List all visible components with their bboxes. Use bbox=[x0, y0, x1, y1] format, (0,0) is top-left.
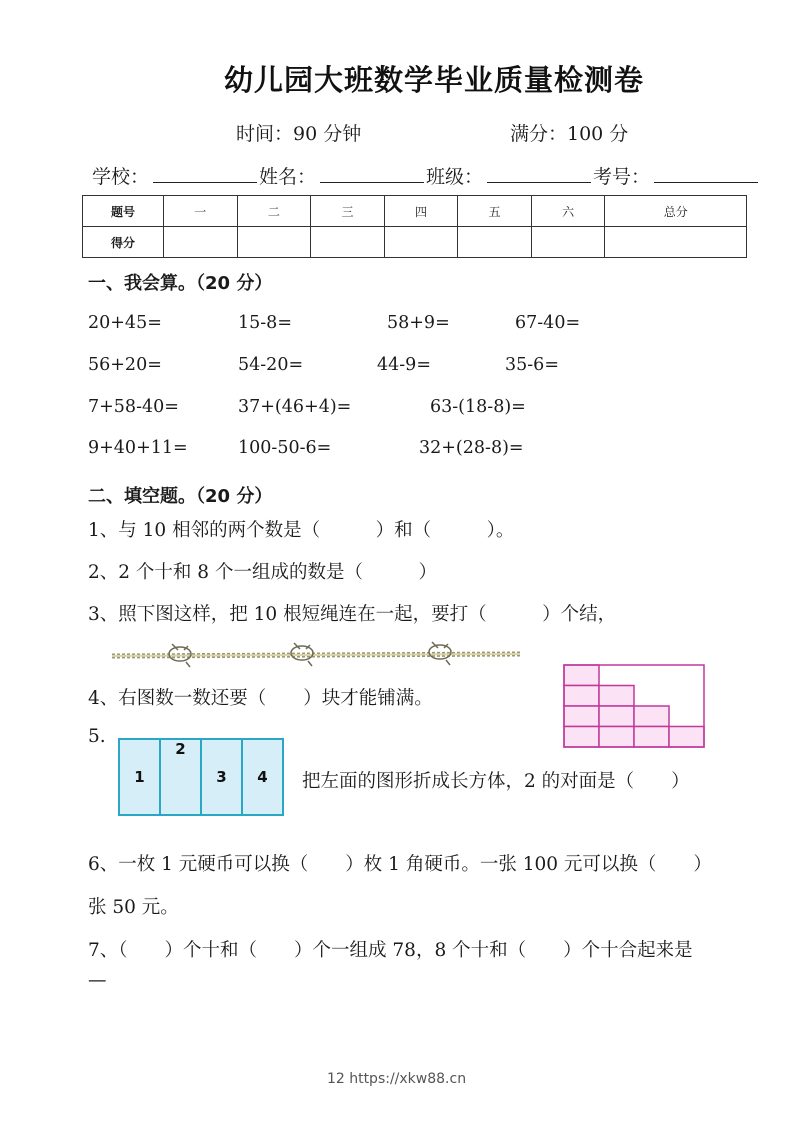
section-2-heading: 二、填空题。（20 分） bbox=[88, 486, 273, 507]
score-cell[interactable] bbox=[237, 227, 311, 258]
net-face: 3 bbox=[202, 740, 243, 814]
exam-number-blank[interactable] bbox=[654, 164, 758, 183]
header-cell: 题号 bbox=[83, 196, 164, 227]
school-label: 学校： bbox=[92, 166, 150, 188]
calc-problem: 32+(28-8)= bbox=[419, 438, 524, 458]
page-title: 幼儿园大班数学毕业质量检测卷 bbox=[223, 63, 644, 97]
staircase-tile-grid bbox=[563, 664, 705, 748]
question-2: 2、2 个十和 8 个一组成的数是（ ） bbox=[88, 562, 437, 583]
score-cell[interactable] bbox=[531, 227, 605, 258]
page-footer: 12 https://xkw88.cn bbox=[326, 1071, 467, 1087]
net-face: 1 bbox=[120, 740, 161, 814]
school-blank[interactable] bbox=[153, 164, 257, 183]
calc-problem: 35-6= bbox=[505, 355, 559, 375]
rope-knots-illustration bbox=[110, 640, 522, 668]
question-5-number: 5. bbox=[88, 726, 106, 747]
class-label: 班级： bbox=[426, 166, 484, 188]
net-face: 2 bbox=[161, 740, 202, 814]
score-cell[interactable] bbox=[458, 227, 532, 258]
net-face: 4 bbox=[257, 768, 268, 786]
question-7-line-2: — bbox=[88, 970, 107, 991]
student-info-row bbox=[92, 162, 760, 189]
cuboid-net-figure bbox=[118, 738, 284, 816]
full-score: 满分：100 分 bbox=[510, 123, 629, 145]
name-blank[interactable] bbox=[320, 164, 424, 183]
header-cell: 五 bbox=[458, 196, 532, 227]
score-cell[interactable] bbox=[605, 227, 747, 258]
header-cell: 四 bbox=[384, 196, 458, 227]
question-5-text: 把左面的图形折成长方体，2 的对面是（ ） bbox=[302, 771, 690, 792]
question-6-line-2: 张 50 元。 bbox=[88, 897, 179, 918]
calc-problem: 44-9= bbox=[377, 355, 431, 375]
name-label: 姓名： bbox=[259, 166, 317, 188]
header-cell: 二 bbox=[237, 196, 311, 227]
header-cell: 六 bbox=[531, 196, 605, 227]
calc-problem: 54-20= bbox=[238, 355, 304, 375]
calc-problem: 63-(18-8)= bbox=[430, 397, 526, 417]
calc-problem: 56+20= bbox=[88, 355, 162, 375]
calc-problem: 9+40+11= bbox=[88, 438, 188, 458]
header-cell: 三 bbox=[311, 196, 385, 227]
calc-problem: 7+58-40= bbox=[88, 397, 179, 417]
score-table-header-row bbox=[83, 196, 747, 227]
score-cell[interactable] bbox=[164, 227, 238, 258]
score-table-score-row bbox=[83, 227, 747, 258]
exam-time: 时间：90 分钟 bbox=[236, 123, 362, 145]
calc-problem: 58+9= bbox=[387, 313, 450, 333]
calc-problem: 15-8= bbox=[238, 313, 292, 333]
section-1-heading: 一、我会算。（20 分） bbox=[88, 273, 273, 294]
calc-problem: 67-40= bbox=[515, 313, 581, 333]
question-4: 4、右图数一数还要（ ）块才能铺满。 bbox=[88, 688, 433, 709]
header-cell: 一 bbox=[164, 196, 238, 227]
calc-problem: 37+(46+4)= bbox=[238, 397, 352, 417]
exam-number-label: 考号： bbox=[593, 166, 651, 188]
question-1: 1、与 10 相邻的两个数是（ ）和（ ）。 bbox=[88, 520, 515, 541]
score-cell[interactable] bbox=[311, 227, 385, 258]
score-table bbox=[82, 195, 747, 258]
question-7-line-1: 7、（ ）个十和（ ）个一组成 78，8 个十和（ ）个十合起来是 bbox=[88, 940, 693, 961]
question-6-line-1: 6、一枚 1 元硬币可以换（ ）枚 1 角硬币。一张 100 元可以换（ ） bbox=[88, 854, 712, 875]
question-3: 3、照下图这样，把 10 根短绳连在一起，要打（ ）个结， bbox=[88, 604, 617, 625]
class-blank[interactable] bbox=[487, 164, 591, 183]
score-row-label: 得分 bbox=[83, 227, 164, 258]
calc-problem: 100-50-6= bbox=[238, 438, 332, 458]
header-cell: 总分 bbox=[605, 196, 747, 227]
calc-problem: 20+45= bbox=[88, 313, 162, 333]
score-cell[interactable] bbox=[384, 227, 458, 258]
